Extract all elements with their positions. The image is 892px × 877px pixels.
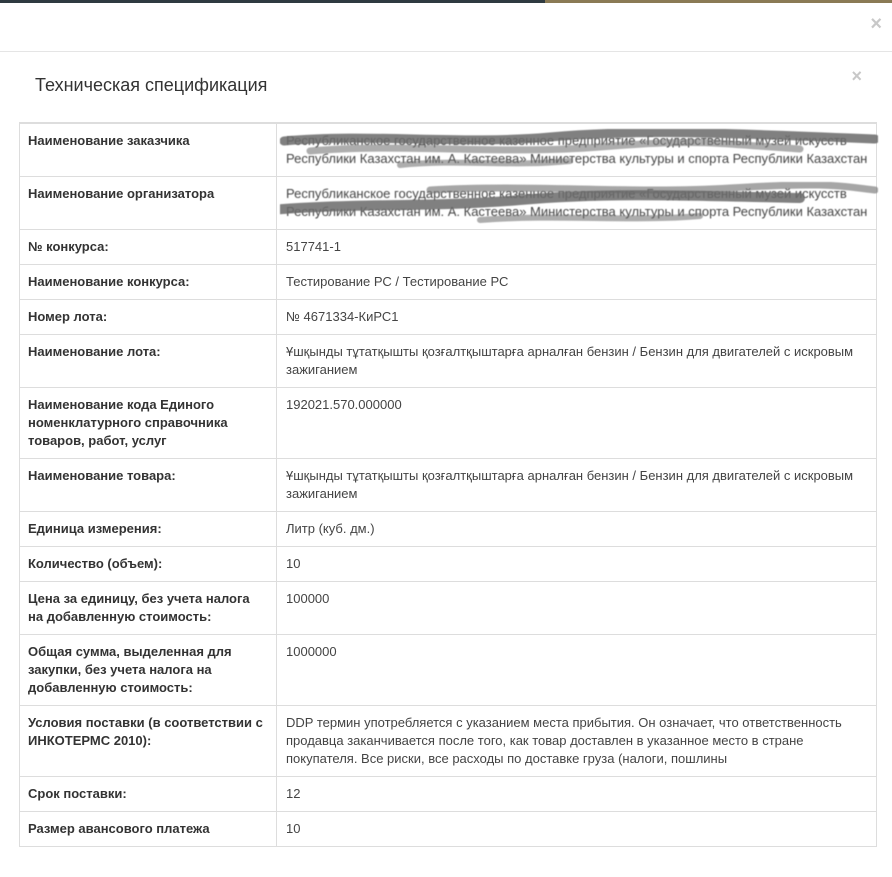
table-row [20, 388, 877, 459]
row-label: Единица измерения: [20, 512, 277, 547]
table-row [20, 335, 877, 388]
row-label: Общая сумма, выделенная для закупки, без учета налога на добавленную стоимость: [20, 635, 277, 706]
row-value: 192021.570.000000 [277, 388, 877, 459]
row-value: 517741-1 [277, 230, 877, 265]
row-value: 100000 [277, 582, 877, 635]
table-row [20, 706, 877, 777]
row-value: 1000000 [277, 635, 877, 706]
row-value: Ұшқынды тұтатқышты қозғалтқыштарға арналған бензин / Бензин для двигателей с искровым зажиганием [277, 459, 877, 512]
row-label: Наименование кода Единого номенклатурного справочника товаров, работ, услуг [20, 388, 277, 459]
row-label: Номер лота: [20, 300, 277, 335]
row-value: 12 [277, 777, 877, 812]
row-label: Наименование товара: [20, 459, 277, 512]
row-value: Республиканское государственное казенное предприятие «Государственный музей искусств Республики Казахстан им. А. Кастеева» Министерства культуры и спорта Республики Казахстан [286, 133, 868, 166]
row-label: Условия поставки (в соответствии с ИНКОТЕРМС 2010): [20, 706, 277, 777]
window-close-icon[interactable]: × [870, 13, 882, 35]
table-row [20, 512, 877, 547]
table-row [20, 459, 877, 512]
table-row [20, 177, 877, 230]
row-value: DDP термин употребляется с указанием места прибытия. Он означает, что ответственность продавца заканчивается после того, как товар доставлен в указанное место в стране покупателя. Все риски, все расходы по доставке груза (налоги, пошлины [277, 706, 877, 777]
row-value: Литр (куб. дм.) [277, 512, 877, 547]
row-label: Наименование заказчика [20, 123, 277, 177]
row-value: 10 [277, 547, 877, 582]
row-label: Наименование организатора [20, 177, 277, 230]
specification-table [19, 122, 877, 847]
row-value-cell [277, 177, 877, 230]
window-top-accent [545, 0, 892, 3]
row-label: Цена за единицу, без учета налога на добавленную стоимость: [20, 582, 277, 635]
row-label: № конкурса: [20, 230, 277, 265]
table-row [20, 777, 877, 812]
table-row [20, 582, 877, 635]
row-label: Размер авансового платежа [20, 812, 277, 847]
row-value: № 4671334-КиРС1 [277, 300, 877, 335]
modal-title: Техническая спецификация [35, 75, 268, 95]
table-row [20, 635, 877, 706]
window-header-divider [0, 51, 892, 52]
row-value: Ұшқынды тұтатқышты қозғалтқыштарға арналған бензин / Бензин для двигателей с искровым зажиганием [277, 335, 877, 388]
row-value-cell [277, 123, 877, 177]
modal-close-icon[interactable]: × [851, 66, 862, 86]
table-row [20, 547, 877, 582]
table-row [20, 812, 877, 847]
row-label: Наименование конкурса: [20, 265, 277, 300]
row-label: Срок поставки: [20, 777, 277, 812]
table-row [20, 123, 877, 177]
row-label: Наименование лота: [20, 335, 277, 388]
row-value: Тестирование РС / Тестирование РС [277, 265, 877, 300]
row-value: Республиканское государственное казенное предприятие «Государственный музей искусств Республики Казахстан им. А. Кастеева» Министерства культуры и спорта Республики Казахстан [286, 186, 868, 219]
table-row [20, 300, 877, 335]
redacted-value [286, 132, 868, 168]
row-value: 10 [277, 812, 877, 847]
table-row [20, 230, 877, 265]
row-label: Количество (объем): [20, 547, 277, 582]
redacted-value [286, 185, 868, 221]
table-row [20, 265, 877, 300]
